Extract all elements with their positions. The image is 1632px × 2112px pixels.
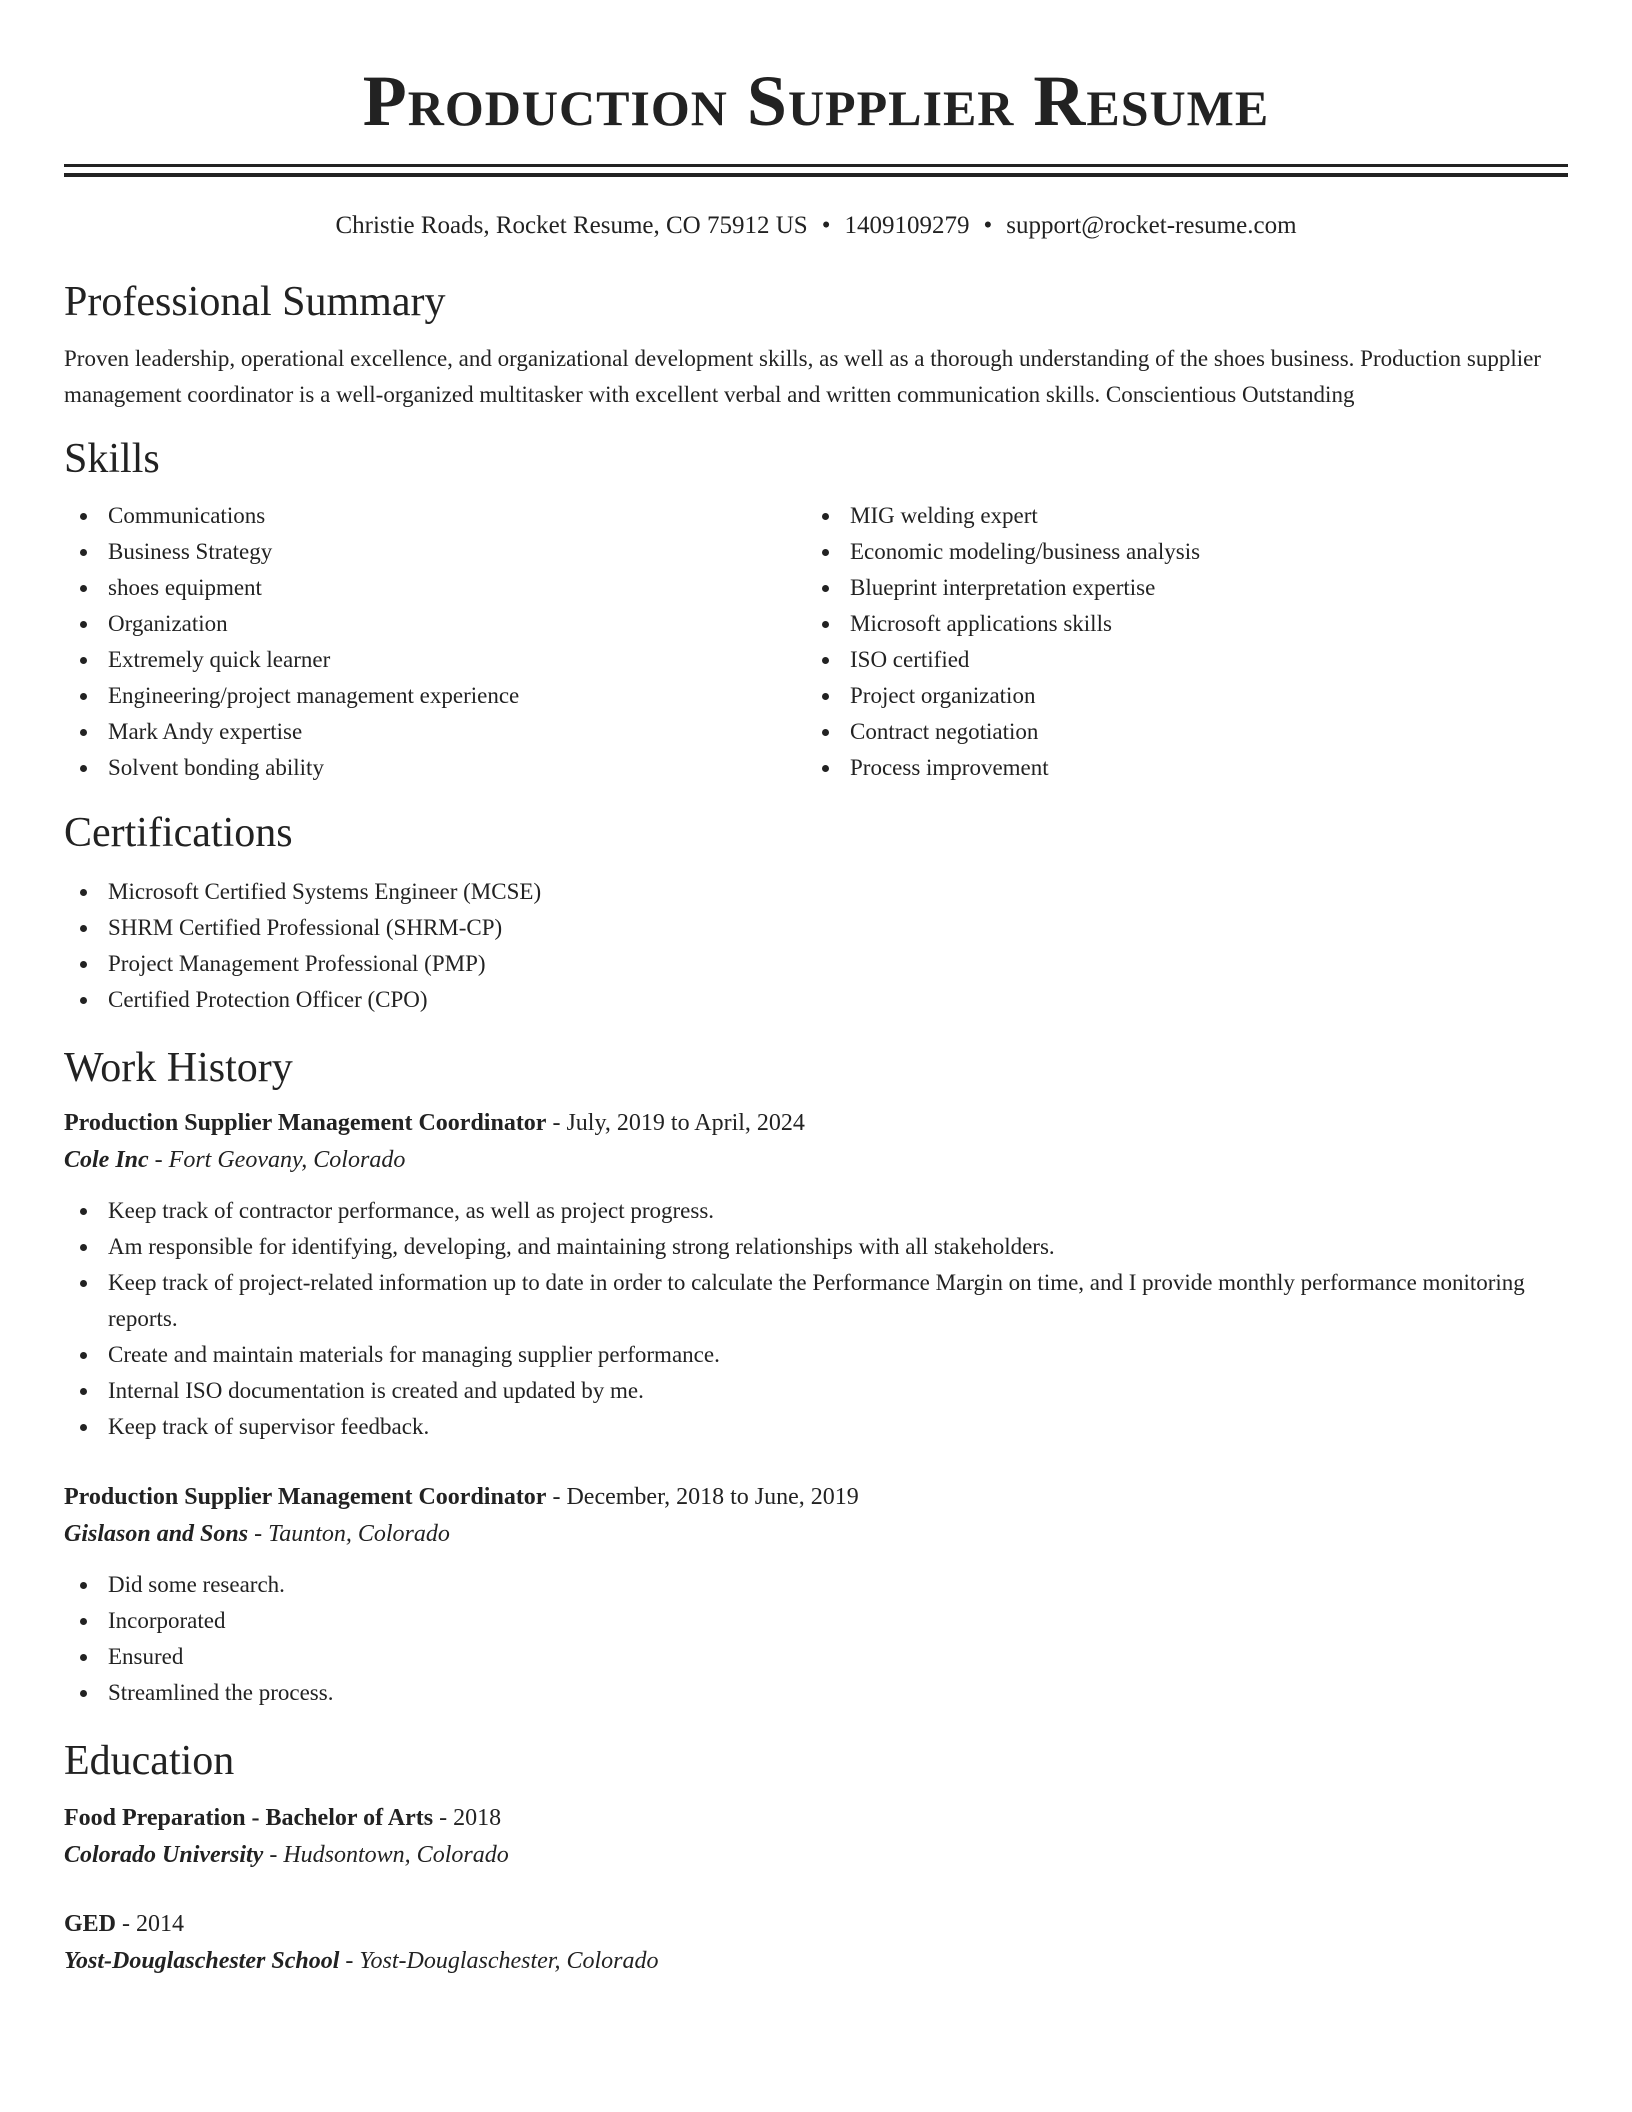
education-school: Colorado University [64,1842,264,1868]
certification-item: SHRM Certified Professional (SHRM-CP) [64,910,1568,946]
page-title: Production Supplier Resume [362,61,1270,141]
title-divider-top [64,164,1568,167]
education-degree: Food Preparation - Bachelor of Arts [64,1805,434,1831]
certifications-section [64,808,1568,1018]
job-company: Gislason and Sons [64,1521,249,1547]
certification-item: Microsoft Certified Systems Engineer (MCSE) [64,874,1568,910]
section-heading: Work History [64,1045,293,1091]
skills-right-column [806,498,1548,786]
section-heading: Certifications [64,810,293,856]
contact-separator: • [983,212,993,239]
education-location: - Hudsontown, Colorado [263,1842,509,1868]
section-heading: Professional Summary [64,279,446,325]
skill-item: MIG welding expert [806,498,1548,534]
skill-item: Microsoft applications skills [806,606,1548,642]
certification-item: Certified Protection Officer (CPO) [64,982,1568,1018]
job-bullet: Streamlined the process. [64,1675,1568,1711]
work-history-section [64,1043,1568,1711]
job-bullet: Keep track of supervisor feedback. [64,1409,1568,1445]
skill-item: Blueprint interpretation expertise [806,570,1548,606]
job-dates: - December, 2018 to June, 2019 [546,1484,859,1510]
job-company: Cole Inc [64,1147,149,1173]
job-header [64,1479,1568,1515]
section-heading: Education [64,1738,235,1784]
certifications-list [64,874,1568,1018]
title-divider-bottom [64,173,1568,177]
job-title: Production Supplier Management Coordinator [64,1484,547,1510]
job-bullet: Did some research. [64,1567,1568,1603]
skill-item: Process improvement [806,750,1548,786]
skills-section [64,434,1568,786]
contact-line [64,211,1568,241]
skills-left-column [64,498,806,786]
job-entry [64,1105,1568,1445]
education-entry [64,1800,1568,1874]
skills-grid [64,498,1568,786]
education-school-line [64,1836,1568,1874]
job-entry [64,1479,1568,1711]
certification-item: Project Management Professional (PMP) [64,946,1568,982]
skill-item: Engineering/project management experience [64,678,806,714]
contact-phone: 1409109279 [844,212,970,239]
job-bullets [64,1193,1568,1445]
skill-item: shoes equipment [64,570,806,606]
skill-item: Project organization [806,678,1548,714]
education-header [64,1906,1568,1942]
education-location: - Yost-Douglaschester, Colorado [339,1948,659,1974]
job-location: - Fort Geovany, Colorado [148,1147,406,1173]
job-bullet: Incorporated [64,1603,1568,1639]
skill-item: Mark Andy expertise [64,714,806,750]
job-company-line [64,1141,1568,1179]
education-year: - 2018 [433,1805,502,1831]
contact-email: support@rocket-resume.com [1006,212,1297,239]
summary-text: Proven leadership, operational excellence, and organizational development skills, as well as a thorough understanding of the shoes business. Production supplier management coordinator is a well-organized multitasker with excellent verbal and written communication skills. Conscientious Outstanding [64,346,1541,407]
job-company-line [64,1515,1568,1553]
skill-item: Contract negotiation [806,714,1548,750]
professional-summary-section [64,277,1568,413]
education-section [64,1736,1568,1980]
job-bullets [64,1567,1568,1711]
job-dates: - July, 2019 to April, 2024 [546,1110,805,1136]
skill-item: ISO certified [806,642,1548,678]
section-heading: Skills [64,436,160,482]
job-title: Production Supplier Management Coordinator [64,1110,547,1136]
job-bullet: Keep track of contractor performance, as well as project progress. [64,1193,1568,1229]
job-bullet: Am responsible for identifying, developing, and maintaining strong relationships with all stakeholders. [64,1229,1568,1265]
job-header [64,1105,1568,1141]
contact-separator: • [821,212,831,239]
job-bullet: Ensured [64,1639,1568,1675]
education-entry [64,1906,1568,1980]
education-degree: GED [64,1911,117,1937]
job-bullet: Keep track of project-related information up to date in order to calculate the Performance Margin on time, and I provide monthly performance monitoring reports. [64,1265,1568,1337]
education-year: - 2014 [116,1911,185,1937]
skill-item: Organization [64,606,806,642]
education-header [64,1800,1568,1836]
job-location: - Taunton, Colorado [248,1521,450,1547]
skill-item: Solvent bonding ability [64,750,806,786]
skill-item: Business Strategy [64,534,806,570]
skill-item: Economic modeling/business analysis [806,534,1548,570]
contact-address: Christie Roads, Rocket Resume, CO 75912 US [335,212,808,239]
skill-item: Communications [64,498,806,534]
job-bullet: Create and maintain materials for managing supplier performance. [64,1337,1568,1373]
education-school: Yost-Douglaschester School [64,1948,340,1974]
skill-item: Extremely quick learner [64,642,806,678]
education-school-line [64,1942,1568,1980]
job-bullet: Internal ISO documentation is created and updated by me. [64,1373,1568,1409]
